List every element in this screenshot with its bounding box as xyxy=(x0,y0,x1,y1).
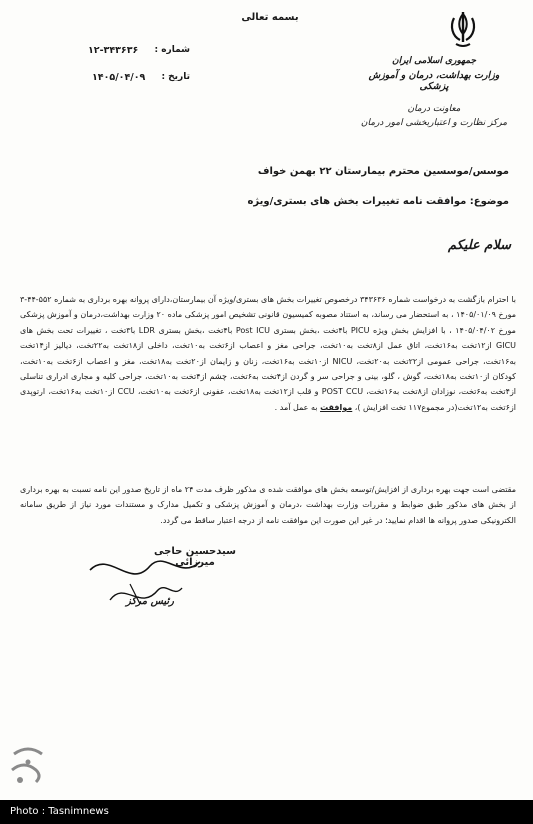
number-label: شماره : xyxy=(154,45,190,55)
gov-line-center: مرکز نظارت و اعتباربخشی امور درمان xyxy=(360,118,508,128)
photo-credit: Photo : Tasnimnews xyxy=(10,806,109,817)
tasnim-logo-icon xyxy=(6,740,50,790)
paragraph-1-text: با احترام بازگشت به درخواست شماره ۳۴۳۶۳۶ درخصوص تغییرات بخش های بستری/ویژه آن بیمارستان،دارای پروانه بهره برداری به شماره ۵۵۲-۴۴-۳ مورخ ۱۴۰۵/۰۱/۰۹ ، به استحضار می رساند، به استناد مصوبه کمیسیون قانونی تشخیص امور پزشکی ماده ۲۰ وزارت بهداشت،درمان و آموزش پزشکی مورخ ۱۴۰۵/۰۴/۰۲ ، با افزایش بخش ویژه PICU با۴تخت ،بخش بستری Post ICU با۴تخت ،بخش بستری LDR با۳تخت ، تغییرات تحت بخش های GICU از۱۲تخت به۱۶تخت، اتاق عمل از۸تخت به۱۰تخت، جراحی مغز و اعصاب از۶تخت به۱۰تخت، داخلی از۱۸تخت به۲۲تخت، دیالیز از۱۴تخت به۱۶تخت، جراحی عمومی از۲۲تخت به۲۰تخت، NICU از۱۰تخت به۱۶تخت، زنان و زایمان از۲۰تخت به۱۸تخت، مغز و اعصاب از۶تخت به۱۰تخت، کودکان از۱۰تخت به۱۸تخت، گوش ، گلو، بینی و جراحی سر و گردن از۴تخت به۶تخت، چشم از۴تخت به۱۰تخت، جراحی کلیه و مجاری ادراری تناسلی از۴تخت به۶تخت، نوزادان از۸تخت به۱۶تخت، POST CCU و قلب از۱۲تخت به۱۸تخت، عفونی از۶تخت به۱۰تخت، CCU از۱۰تخت به۱۶تخت، ارتوپدی از۶تخت به۱۲تخت(در مجموع۱۱۷ تخت افزایش )، xyxy=(20,295,517,412)
recipient-line: موسس/موسسین محترم بیمارستان ۲۲ بهمن خواف xyxy=(257,166,509,177)
gov-line-republic: جمهوری اسلامی ایران xyxy=(391,56,477,66)
iran-emblem-icon xyxy=(446,10,480,50)
approval-rest: به عمل آمد . xyxy=(274,402,321,412)
date-label: تاریخ : xyxy=(161,72,190,82)
signatory-title: رئیس مرکز xyxy=(125,596,174,607)
gov-line-ministry: وزارت بهداشت، درمان و آموزش پزشکی xyxy=(368,70,500,92)
gov-line-deputy: معاونت درمان xyxy=(407,104,461,114)
approval-word: موافقت xyxy=(320,402,353,412)
number-value: ۱۲-۳۴۳۶۳۶ xyxy=(88,45,139,56)
photo-credit-bar xyxy=(0,800,533,824)
body-paragraph-1 xyxy=(20,292,516,415)
signatory-name: سیدحسین حاجی میرزائی xyxy=(154,546,236,568)
basmala-heading: بسمه تعالی xyxy=(241,12,299,23)
subject-line: موضوع: موافقت نامه تغییرات بخش های بستری/ویژه xyxy=(247,196,509,207)
body-paragraph-2: مقتضی است جهت بهره برداری از افزایش/توسعه بخش های موافقت شده ی مذکور ظرف مدت ۲۴ ماه از تاریخ صدور این نامه نسبت به بهره برداری از بخش های مذکور طبق ضوابط و مقررات وزارت بهداشت ،درمان و آموزش پزشکی و تکمیل مدارک و مستندات مورد نیاز از طریق سامانه الکترونیکی صدور پروانه ها اقدام نمایید؛ در غیر این صورت این موافقت نامه از درجه اعتبار ساقط می گردد. xyxy=(20,485,517,525)
date-value: ۱۴۰۵/۰۴/۰۹ xyxy=(92,72,146,83)
greeting: سلام علیکم xyxy=(447,238,511,253)
